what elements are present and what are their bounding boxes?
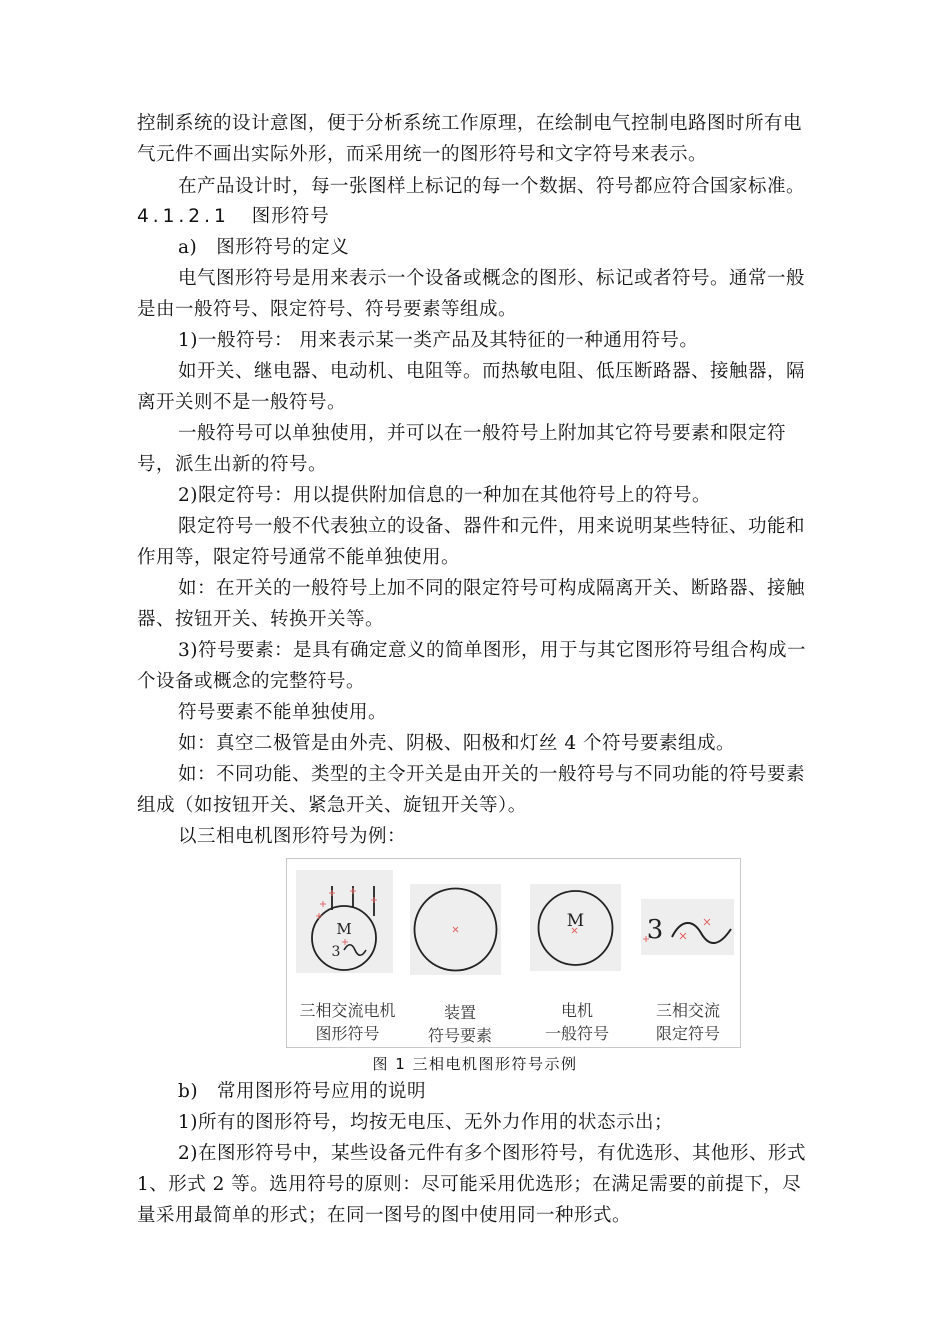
section-number: 4.1.2.1 <box>137 206 230 227</box>
paragraph-examples: 如开关、继电器、电动机、电阻等。而热敏电阻、低压断路器、接触器，隔 离开关则不是一般符号。 <box>137 361 806 413</box>
paragraph-figure-intro: 以三相电机图形符号为例： <box>178 826 407 847</box>
three-phase-ac-qualifier-icon <box>641 899 734 955</box>
paragraph-definition: 电气图形符号是用来表示一个设备或概念的图形、标记或者符号。通常一般 是由一般符号、限定符号、符号要素等组成。 <box>137 268 806 320</box>
paragraph-diode-example: 如：真空二极管是由外壳、阴极、阳极和灯丝 4 个符号要素组成。 <box>178 733 736 754</box>
list-item-no-voltage: 1)所有的图形符号，均按无电压、无外力作用的状态示出； <box>178 1112 673 1133</box>
paragraph-switch-example: 如：在开关的一般符号上加不同的限定符号可构成隔离开关、断路器、接触 器、按钮开关、转换开关等。 <box>137 578 806 630</box>
caption-device: 装置 符号要素 <box>427 1003 492 1045</box>
subheading-b: b) 常用图形符号应用的说明 <box>178 1081 427 1102</box>
section-heading <box>137 202 330 233</box>
motor-label-3: 3 <box>331 944 341 960</box>
figure-motor-symbols <box>286 858 741 1048</box>
motor-general-label-m: M <box>566 911 585 931</box>
section-title: 图形符号 <box>251 206 330 227</box>
caption-motor-general: 电机 一般符号 <box>544 1001 609 1043</box>
paragraph-intro: 控制系统的设计意图，便于分析系统工作原理，在绘制电气控制电路图时所有电 气元件不画出实际外形，而采用统一的图形符号和文字符号来表示。 <box>137 113 803 165</box>
list-item-symbol-element: 3)符号要素：是具有确定意义的简单图形，用于与其它图形符号组合构成一 个设备或概念的完整符号。 <box>137 640 806 692</box>
subheading-a: a) 图形符号的定义 <box>178 237 350 258</box>
list-item-qualifier-symbol: 2)限定符号：用以提供附加信息的一种加在其他符号上的符号。 <box>178 485 711 506</box>
list-item-symbol-forms: 2)在图形符号中，某些设备元件有多个图形符号，有优选形、其他形、形式 1、形式 2 等。选用符号的原则：尽可能采用优选形；在满足需要的前提下，尽 量采用最简单的形式；在同一图号的图中使用同一种形式。 <box>137 1143 806 1226</box>
motor-general-icon <box>530 884 621 971</box>
paragraph-element-usage: 符号要素不能单独使用。 <box>178 702 388 723</box>
caption-three-phase-motor: 三相交流电机 图形符号 <box>299 1001 396 1043</box>
list-item-general-symbol: 1)一般符号： 用来表示某一类产品及其特征的一种通用符号。 <box>178 330 699 351</box>
device-circle-icon <box>410 884 501 975</box>
three-phase-motor-icon <box>296 870 393 973</box>
paragraph-standard: 在产品设计时，每一张图样上标记的每一个数据、符号都应符合国家标准。 <box>178 176 806 197</box>
paragraph-qualifier-detail: 限定符号一般不代表独立的设备、器件和元件，用来说明某些特征、功能和 作用等，限定符号通常不能单独使用。 <box>137 516 806 568</box>
paragraph-switch-types: 如：不同功能、类型的主令开关是由开关的一般符号与不同功能的符号要素 组成（如按钮开关、紧急开关、旋钮开关等）。 <box>137 764 806 816</box>
caption-three-phase-ac: 三相交流 限定符号 <box>655 1001 720 1043</box>
qualifier-label-3: 3 <box>646 915 664 945</box>
figure-title: 图 1 三相电机图形符号示例 <box>372 1055 578 1073</box>
motor-label-m: M <box>336 920 352 938</box>
paragraph-general-usage: 一般符号可以单独使用，并可以在一般符号上附加其它符号要素和限定符 号，派生出新的符号。 <box>137 423 787 475</box>
